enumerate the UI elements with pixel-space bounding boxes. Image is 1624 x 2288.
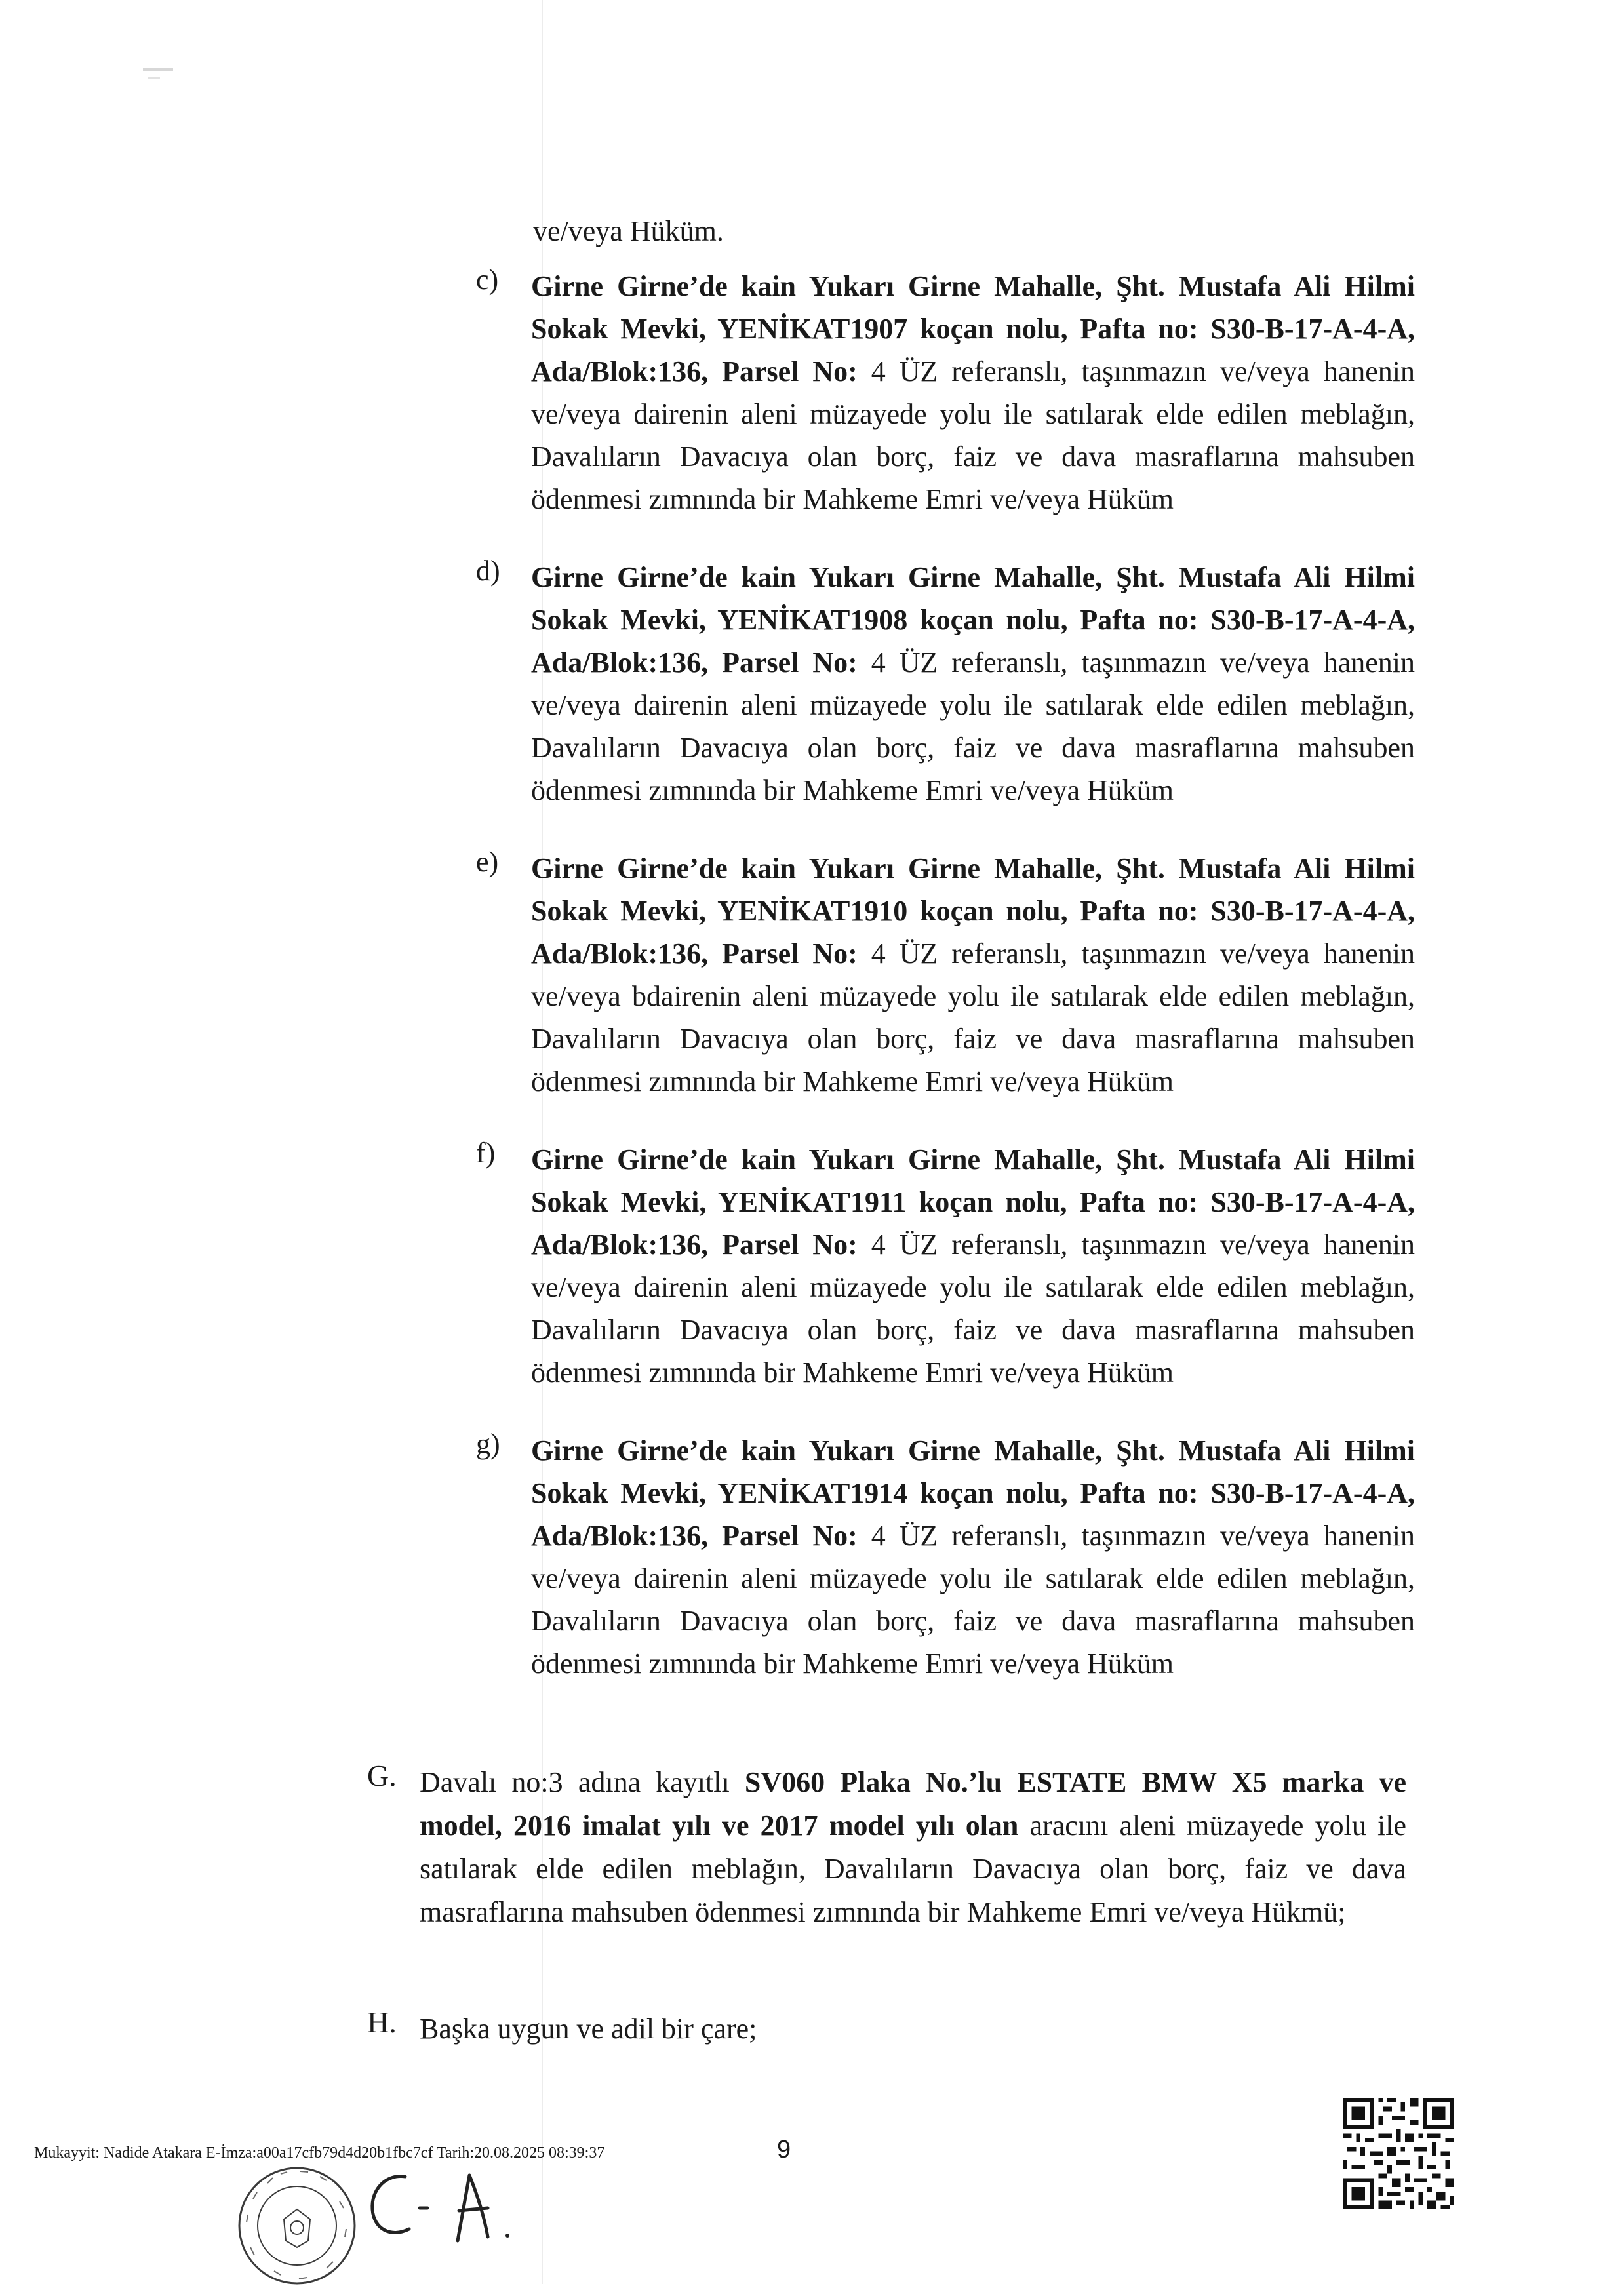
section-h [367, 2005, 1406, 2051]
item-marker: f) [476, 1137, 496, 1169]
item-bold-text: Girne Girne’de kain Yukarı Girne Mahalle, Şht. Mustafa Ali Hilmi Sokak Mevki, YENİKAT1914 koçan nolu, Pafta no: S30-B-17-A-4-A, Ada/Blok:136, Parsel No: [531, 1434, 1415, 1552]
item-rest-text: referanslı, taşınmazın ve/veya hanenin ve/veya dairenin aleni müzayede yolu ile satılarak elde edilen meblağın, Davalıların Davacıya olan borç, faiz ve dava masraflarına mahsuben ödenmesi zımnında bir Mahkeme Emri ve/veya Hüküm [531, 355, 1415, 515]
item-rest-text: referanslı, taşınmazın ve/veya hanenin ve/veya dairenin aleni müzayede yolu ile satılarak elde edilen meblağın, Davalıların Davacıya olan borç, faiz ve dava masraflarına mahsuben ödenmesi zımnında bir Mahkeme Emri ve/veya Hüküm [531, 1520, 1415, 1680]
section-bold-text: SV060 Plaka No.’lu ESTATE BMW X5 marka ve model, 2016 imalat yılı ve 2017 model yılı olan [420, 1766, 1407, 1842]
section-g [367, 1759, 1407, 1934]
item-zone: 4 ÜZ [871, 1229, 938, 1261]
item-marker: e) [476, 846, 499, 878]
court-seal-icon [235, 2163, 359, 2288]
section-text: aracını aleni müzayede yolu ile satılarak elde edilen meblağın, Davalıların Davacıya olan borç, faiz ve dava masraflarına mahsuben ödenmesi zımnında bir Mahkeme Emri ve/veya Hükmü; [420, 1809, 1406, 1928]
item-marker: g) [476, 1428, 500, 1460]
item-zone: 4 ÜZ [871, 355, 938, 387]
page-number: 9 [777, 2136, 791, 2163]
section-marker: G. [367, 1759, 397, 1792]
section-body [420, 2007, 1406, 2051]
list-item-g [476, 1428, 1415, 1685]
registration-footer: Mukayyit: Nadide Atakara E-İmza:a00a17cfb79d4d20b1fbc7cf Tarih:20.08.2025 08:39:37 [34, 2144, 605, 2161]
item-rest-text: referanslı, taşınmazın ve/veya hanenin ve/veya bdairenin aleni müzayede yolu ile satılarak elde edilen meblağın, Davalıların Davacıya olan borç, faiz ve dava masraflarına mahsuben ödenmesi zımnında bir Mahkeme Emri ve/veya Hüküm [531, 937, 1415, 1097]
list-item-e [476, 846, 1415, 1103]
item-bold-text: Girne Girne’de kain Yukarı Girne Mahalle, Şht. Mustafa Ali Hilmi Sokak Mevki, YENİKAT1910 koçan nolu, Pafta no: S30-B-17-A-4-A, Ada/Blok:136, Parsel No: [531, 852, 1415, 970]
section-text: Başka uygun ve adil bir çare; [420, 2013, 757, 2045]
continuation-text: ve/veya Hüküm. [533, 215, 724, 247]
qr-code-icon [1343, 2098, 1454, 2209]
list-item-f [476, 1137, 1415, 1394]
item-bold-text: Girne Girne’de kain Yukarı Girne Mahalle, Şht. Mustafa Ali Hilmi Sokak Mevki, YENİKAT1907 koçan nolu, Pafta no: S30-B-17-A-4-A, Ada/Blok:136, Parsel No: [531, 270, 1415, 387]
item-body [531, 1138, 1415, 1394]
item-marker: c) [476, 264, 499, 296]
handwritten-signature [359, 2156, 523, 2254]
item-body [531, 847, 1415, 1103]
item-rest-text: referanslı, taşınmazın ve/veya hanenin ve/veya dairenin aleni müzayede yolu ile satılarak elde edilen meblağın, Davalıların Davacıya olan borç, faiz ve dava masraflarına mahsuben ödenmesi zımnında bir Mahkeme Emri ve/veya Hüküm [531, 646, 1415, 806]
item-rest-text: referanslı, taşınmazın ve/veya hanenin ve/veya dairenin aleni müzayede yolu ile satılarak elde edilen meblağın, Davalıların Davacıya olan borç, faiz ve dava masraflarına mahsuben ödenmesi zımnında bir Mahkeme Emri ve/veya Hüküm [531, 1229, 1415, 1389]
scan-mark [143, 68, 173, 71]
item-marker: d) [476, 555, 500, 587]
item-bold-text: Girne Girne’de kain Yukarı Girne Mahalle, Şht. Mustafa Ali Hilmi Sokak Mevki, YENİKAT1908 koçan nolu, Pafta no: S30-B-17-A-4-A, Ada/Blok:136, Parsel No: [531, 561, 1415, 679]
item-zone: 4 ÜZ [871, 1520, 938, 1552]
scan-mark [148, 77, 160, 79]
item-zone: 4 ÜZ [871, 646, 938, 679]
list-item-c [476, 264, 1415, 521]
list-item-d [476, 555, 1415, 812]
item-zone: 4 ÜZ [871, 937, 938, 970]
section-text: Davalı no:3 adına kayıtlı [420, 1766, 730, 1798]
item-body [531, 1429, 1415, 1685]
section-marker: H. [367, 2005, 397, 2039]
item-bold-text: Girne Girne’de kain Yukarı Girne Mahalle, Şht. Mustafa Ali Hilmi Sokak Mevki, YENİKAT1911 koçan nolu, Pafta no: S30-B-17-A-4-A, Ada/Blok:136, Parsel No: [531, 1143, 1415, 1261]
item-body [531, 556, 1415, 812]
item-body [531, 265, 1415, 521]
section-body [420, 1761, 1406, 1934]
